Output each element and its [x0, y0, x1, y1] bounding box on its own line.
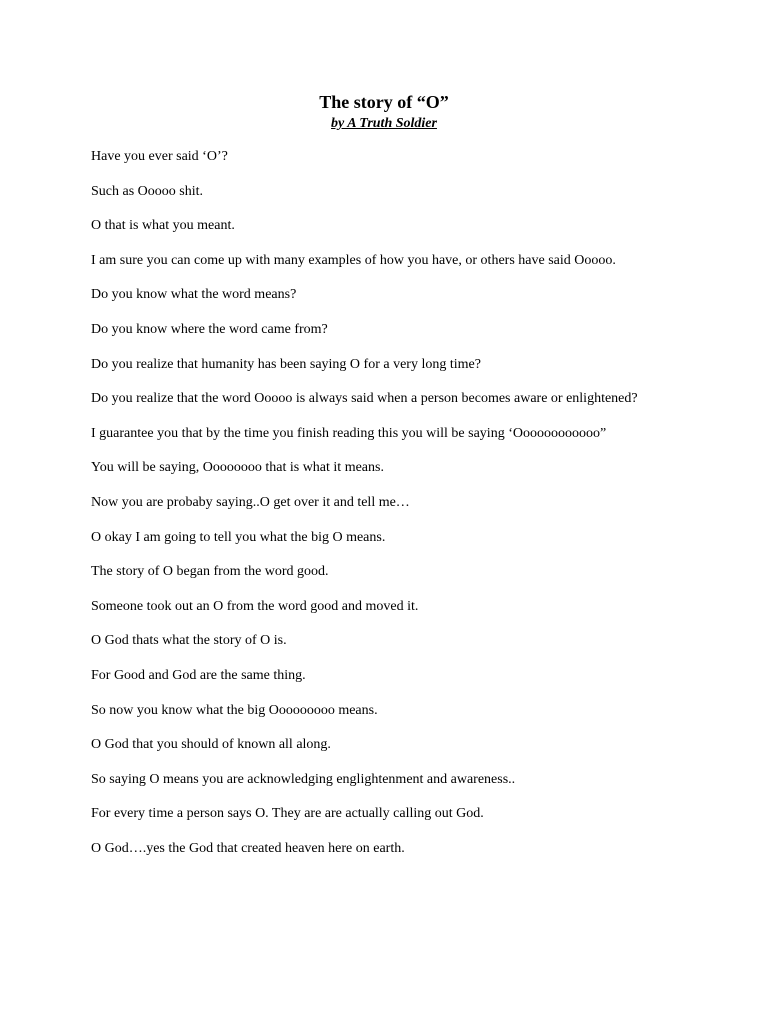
document-header	[0, 91, 768, 133]
paragraph: Now you are probaby saying..O get over it and tell me…	[91, 494, 410, 510]
document-byline: by A Truth Soldier	[331, 116, 437, 131]
paragraph: Do you know where the word came from?	[91, 321, 328, 337]
document-title: The story of “O”	[319, 92, 449, 112]
paragraph: Such as Ooooo shit.	[91, 183, 203, 199]
document-body	[91, 148, 681, 874]
paragraph: O okay I am going to tell you what the big O means.	[91, 529, 386, 545]
paragraph: For Good and God are the same thing.	[91, 667, 306, 683]
paragraph: O God that you should of known all along.	[91, 737, 331, 753]
paragraph: Someone took out an O from the word good and moved it.	[91, 598, 419, 614]
paragraph: So saying O means you are acknowledging englightenment and awareness..	[91, 771, 516, 787]
paragraph: O God….yes the God that created heaven here on earth.	[91, 840, 405, 856]
paragraph: I guarantee you that by the time you finish reading this you will be saying ‘Oooooooooooo”	[91, 425, 607, 441]
paragraph: So now you know what the big Ooooooooo means.	[91, 702, 378, 718]
paragraph: O that is what you meant.	[91, 218, 235, 234]
paragraph: You will be saying, Oooooooo that is what it means.	[91, 460, 384, 476]
paragraph: I am sure you can come up with many examples of how you have, or others have said Ooooo.	[91, 252, 616, 268]
paragraph: Do you realize that humanity has been saying O for a very long time?	[91, 356, 481, 372]
paragraph: O God thats what the story of O is.	[91, 633, 287, 649]
paragraph: Do you realize that the word Ooooo is always said when a person becomes aware or enlightened?	[91, 391, 638, 407]
paragraph: Have you ever said ‘O’?	[91, 149, 228, 164]
paragraph: Do you know what the word means?	[91, 287, 297, 303]
paragraph: For every time a person says O. They are are actually calling out God.	[91, 806, 484, 822]
paragraph: The story of O began from the word good.	[91, 564, 329, 580]
